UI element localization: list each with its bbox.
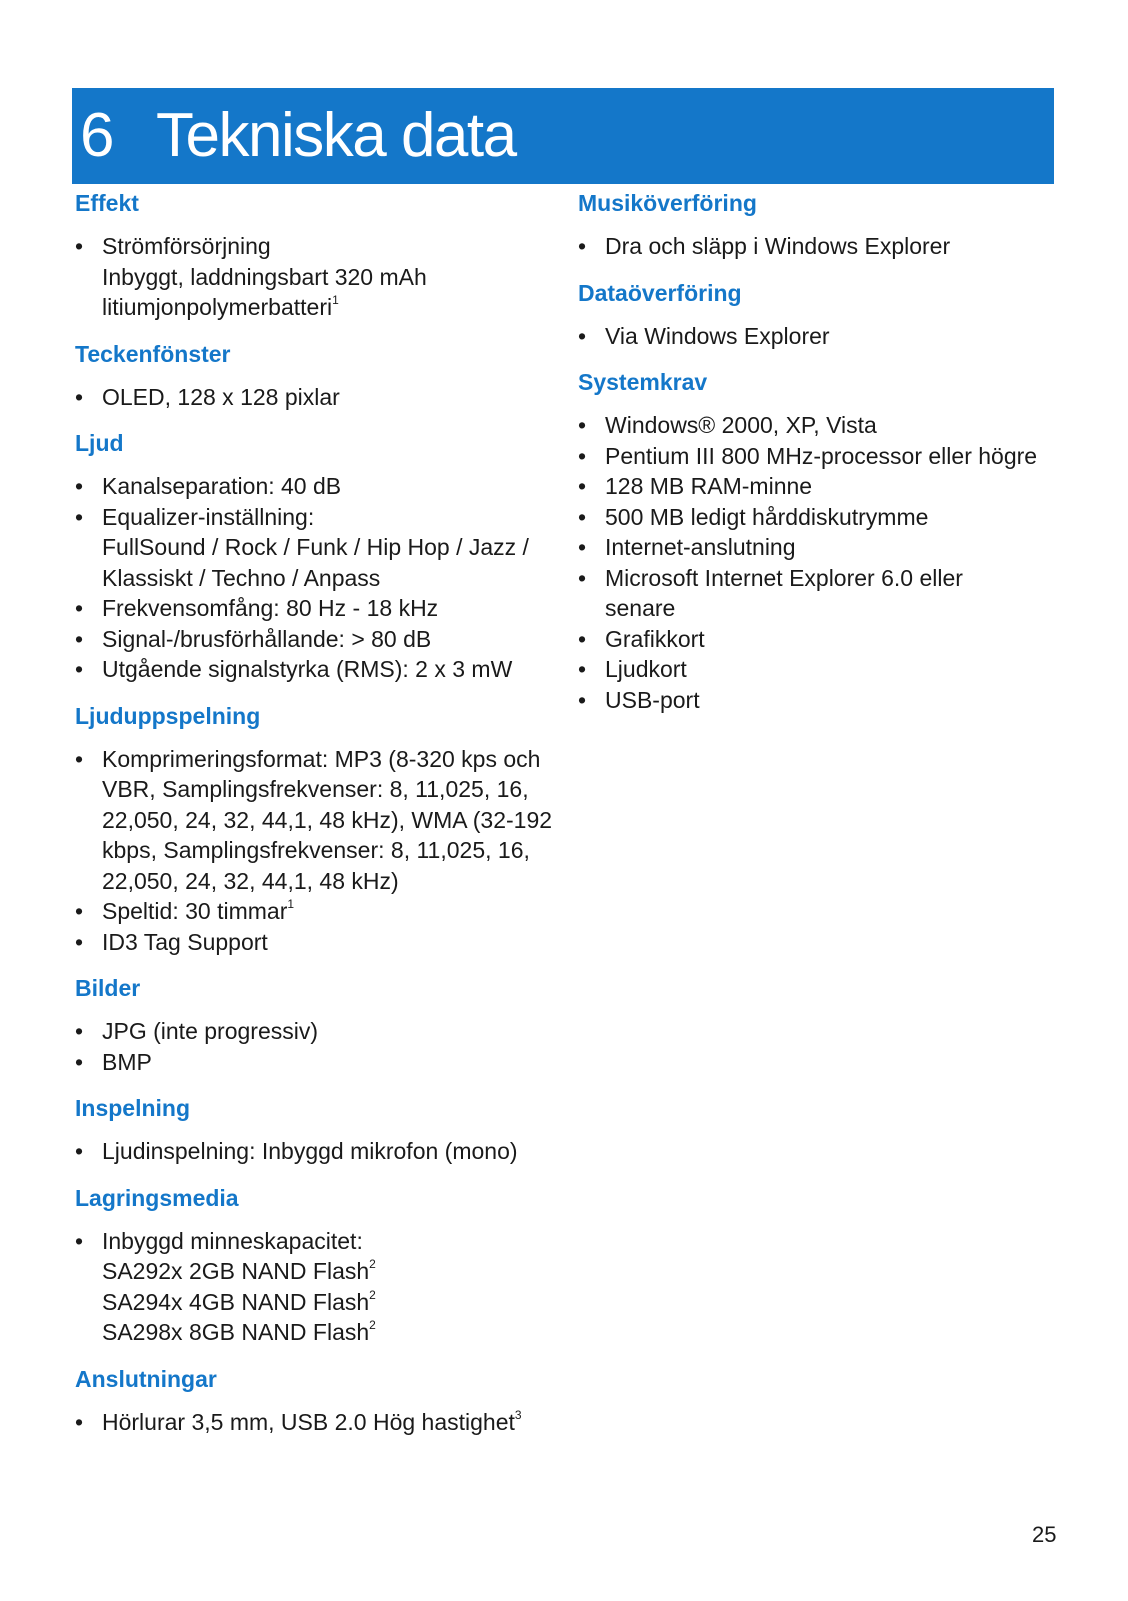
spec-text: Utgående signalstyrka (RMS): 2 x 3 mW: [102, 656, 513, 682]
section-heading: Lagringsmedia: [75, 1184, 239, 1211]
section-ljud: [75, 428, 555, 685]
spec-item: [578, 532, 1058, 563]
spec-text: Via Windows Explorer: [605, 322, 830, 349]
spec-item: [75, 1047, 555, 1078]
spec-item: [75, 1136, 555, 1167]
spec-item: [75, 654, 555, 685]
spec-line: [605, 502, 1058, 533]
spec-text: SA298x 8GB NAND Flash: [102, 1319, 370, 1345]
section-ljuduppspelning: [75, 701, 555, 958]
spec-line: [102, 927, 555, 958]
spec-text: Speltid: 30 timmar: [102, 898, 288, 924]
spec-item: [75, 593, 555, 624]
spec-text: 22,050, 24, 32, 44,1, 48 kHz): [102, 867, 399, 894]
spec-line: [102, 1016, 555, 1047]
spec-item: [578, 654, 1058, 685]
spec-line: [102, 471, 555, 502]
section-heading: Teckenfönster: [75, 340, 231, 367]
spec-text: ID3 Tag Support: [102, 928, 268, 955]
spec-line: [605, 654, 1058, 685]
spec-text: Klassiskt / Techno / Anpass: [102, 564, 381, 591]
spec-text: Windows® 2000, XP, Vista: [605, 412, 877, 438]
spec-text: Kanalseparation: 40 dB: [102, 473, 342, 499]
spec-text: Ljudinspelning: Inbyggd mikrofon (mono): [102, 1138, 518, 1164]
spec-item: [75, 502, 555, 594]
spec-line: [605, 441, 1058, 472]
spec-line: [605, 231, 1058, 262]
spec-text: Komprimeringsformat: MP3 (8-320 kps och: [102, 745, 541, 772]
spec-line: [102, 1407, 555, 1438]
spec-text: OLED, 128 x 128 pixlar: [102, 383, 340, 410]
section-inspelning: [75, 1093, 555, 1167]
section-lagringsmedia: [75, 1183, 555, 1348]
spec-line: [102, 835, 555, 866]
spec-list: [75, 744, 555, 958]
spec-line: [102, 532, 555, 563]
footnote-marker: 1: [332, 293, 339, 308]
spec-line: [102, 1136, 555, 1167]
page-number: 25: [1032, 1522, 1057, 1547]
spec-line: [102, 262, 555, 293]
spec-text: 22,050, 24, 32, 44,1, 48 kHz), WMA (32-192: [102, 806, 553, 833]
spec-text: Signal-/brusförhållande: > 80 dB: [102, 625, 432, 652]
spec-line: [605, 593, 1058, 624]
section-musikoverforing: [578, 188, 1058, 262]
spec-line: [605, 563, 1058, 594]
spec-line: [102, 231, 555, 262]
spec-line: [102, 382, 555, 413]
spec-list: [75, 1016, 555, 1077]
spec-text: Grafikkort: [605, 625, 705, 652]
spec-text: kbps, Samplingsfrekvenser: 8, 11,025, 16,: [102, 837, 530, 863]
spec-line: [605, 532, 1058, 563]
right-column: [578, 188, 1058, 731]
footnote-marker: 3: [514, 1407, 522, 1422]
footnote-marker: 1: [287, 897, 295, 912]
spec-item: [75, 382, 555, 413]
footnote-marker: 2: [369, 1287, 376, 1302]
spec-text: Microsoft Internet Explorer 6.0 eller: [605, 564, 963, 591]
spec-line: [605, 471, 1058, 502]
section-heading: Dataöverföring: [578, 279, 742, 306]
spec-line: [102, 1047, 555, 1078]
spec-text: Equalizer-inställning:: [102, 503, 315, 530]
section-heading: Effekt: [75, 190, 139, 216]
spec-list: [75, 1407, 555, 1438]
spec-text: Dra och släpp i Windows Explorer: [605, 233, 951, 259]
spec-line: [102, 593, 555, 624]
spec-line: [102, 1256, 555, 1287]
section-heading: Bilder: [75, 975, 141, 1001]
spec-line: [102, 774, 555, 805]
spec-line: [102, 1317, 555, 1348]
spec-list: [578, 410, 1058, 715]
spec-text: SA294x 4GB NAND Flash: [102, 1288, 370, 1315]
spec-text: JPG (inte progressiv): [102, 1018, 319, 1044]
spec-list: [75, 1226, 555, 1348]
spec-text: USB-port: [605, 686, 700, 713]
spec-item: [75, 927, 555, 958]
spec-list: [578, 321, 1058, 352]
spec-line: [102, 805, 555, 836]
chapter-number: 6: [80, 101, 114, 170]
spec-item: [578, 563, 1058, 624]
spec-text: Ljudkort: [605, 656, 687, 682]
spec-item: [75, 1226, 555, 1348]
spec-item: [75, 471, 555, 502]
section-systemkrav: [578, 367, 1058, 715]
spec-text: FullSound / Rock / Funk / Hip Hop / Jazz /: [102, 534, 529, 560]
footnote-marker: 2: [369, 1257, 376, 1272]
spec-list: [75, 231, 555, 323]
section-heading: Anslutningar: [75, 1365, 217, 1392]
spec-text: 500 MB ledigt hårddiskutrymme: [605, 503, 929, 530]
spec-text: BMP: [102, 1048, 152, 1075]
spec-line: [605, 410, 1058, 441]
spec-item: [75, 231, 555, 323]
spec-line: [102, 502, 555, 533]
spec-item: [578, 471, 1058, 502]
spec-item: [578, 231, 1058, 262]
spec-item: [75, 624, 555, 655]
spec-text: Inbyggd minneskapacitet:: [102, 1227, 363, 1254]
spec-line: [102, 896, 555, 927]
spec-text: 128 MB RAM-minne: [605, 473, 813, 499]
spec-line: [102, 866, 555, 897]
spec-list: [75, 1136, 555, 1167]
spec-text: Frekvensomfång: 80 Hz - 18 kHz: [102, 595, 439, 621]
spec-line: [102, 1287, 555, 1318]
section-teckenfonster: [75, 339, 555, 413]
spec-item: [578, 410, 1058, 441]
footnote-marker: 2: [369, 1318, 376, 1333]
spec-line: [102, 1226, 555, 1257]
section-effekt: [75, 188, 555, 323]
spec-list: [75, 471, 555, 685]
spec-line: [102, 624, 555, 655]
spec-text: senare: [605, 595, 676, 621]
spec-line: [102, 744, 555, 775]
spec-text: litiumjonpolymerbatteri: [102, 294, 333, 320]
spec-text: SA292x 2GB NAND Flash: [102, 1258, 370, 1284]
section-heading: Inspelning: [75, 1095, 190, 1121]
spec-line: [102, 563, 555, 594]
spec-item: [578, 685, 1058, 716]
spec-line: [605, 321, 1058, 352]
left-column: [75, 188, 555, 1453]
spec-item: [578, 321, 1058, 352]
section-anslutningar: [75, 1364, 555, 1438]
section-heading: Systemkrav: [578, 369, 708, 395]
section-bilder: [75, 973, 555, 1077]
spec-list: [578, 231, 1058, 262]
spec-item: [75, 1407, 555, 1438]
spec-text: VBR, Samplingsfrekvenser: 8, 11,025, 16,: [102, 776, 529, 802]
spec-line: [605, 685, 1058, 716]
spec-line: [605, 624, 1058, 655]
spec-text: Pentium III 800 MHz-processor eller högre: [605, 442, 1038, 469]
spec-text: Hörlurar 3,5 mm, USB 2.0 Hög hastighet: [102, 1408, 515, 1435]
chapter-header: [72, 88, 1054, 184]
spec-item: [578, 624, 1058, 655]
spec-line: [102, 292, 555, 323]
section-heading: Musiköverföring: [578, 190, 757, 216]
section-heading: Ljuduppspelning: [75, 702, 261, 729]
spec-text: Strömförsörjning: [102, 233, 271, 259]
spec-item: [578, 441, 1058, 472]
spec-list: [75, 382, 555, 413]
spec-item: [75, 744, 555, 897]
spec-text: Internet-anslutning: [605, 534, 796, 560]
spec-text: Inbyggt, laddningsbart 320 mAh: [102, 263, 427, 290]
spec-item: [75, 1016, 555, 1047]
chapter-title: Tekniska data: [156, 101, 516, 170]
section-heading: Ljud: [75, 430, 124, 456]
spec-item: [578, 502, 1058, 533]
section-dataoverforing: [578, 278, 1058, 352]
spec-item: [75, 896, 555, 927]
spec-line: [102, 654, 555, 685]
